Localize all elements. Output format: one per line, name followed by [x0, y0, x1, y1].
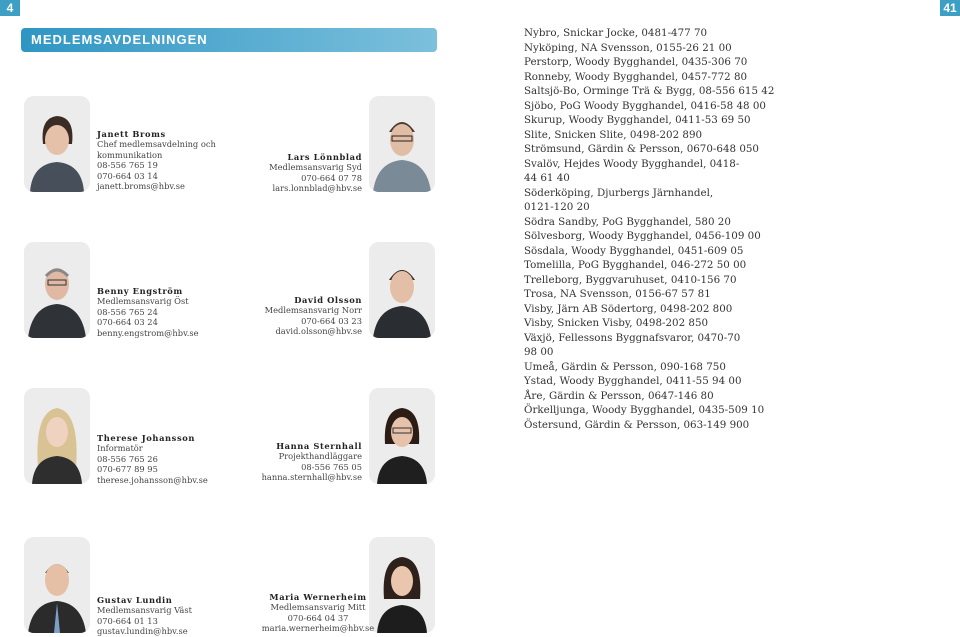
contact-title: Projekthandläggare	[278, 451, 362, 462]
contact-phone: 08-556 765 05	[301, 461, 362, 472]
contact-email-link[interactable]: gustav.lundin@hbv.se	[97, 626, 188, 637]
contact-title: Medlemsansvarig Norr	[264, 305, 362, 316]
dealer-list-item: Perstorp, Woody Bygghandel, 0435-306 70	[524, 56, 748, 68]
dealer-list-item: Visby, Snicken Visby, 0498-202 850	[524, 317, 709, 329]
dealer-list-item: 44 61 40	[524, 172, 570, 184]
contact-mobile: 070-677 89 95	[97, 464, 158, 475]
contact-name: David Olsson	[294, 295, 362, 305]
portrait-photo-benny-engstrom	[24, 242, 90, 338]
contact-card-maria-wernerheim	[256, 592, 380, 634]
dealer-list-item: Södra Sandby, PoG Bygghandel, 580 20	[524, 215, 731, 228]
contact-card-lars-lonnblad	[269, 152, 362, 194]
contact-phone: 08-556 765 19	[97, 160, 158, 171]
portrait-photo-janett-broms	[24, 96, 90, 192]
contact-email-link[interactable]: janett.broms@hbv.se	[97, 181, 185, 192]
contact-email-link[interactable]: lars.lonnblad@hbv.se	[272, 183, 362, 194]
portrait-photo-lars-lonnblad	[369, 96, 435, 192]
contact-email-link[interactable]: therese.johansson@hbv.se	[97, 474, 208, 485]
contact-email-link[interactable]: maria.wernerheim@hbv.se	[261, 623, 375, 634]
contact-title-cont: kommunikation	[97, 149, 163, 160]
dealer-list-item: Ystad, Woody Bygghandel, 0411-55 94 00	[524, 375, 742, 387]
contact-mobile: 070-664 03 23	[301, 315, 362, 326]
contact-email-link[interactable]: david.olsson@hbv.se	[275, 326, 362, 337]
dealer-list-item: Åre, Gärdin & Persson, 0647-146 80	[524, 389, 714, 402]
dealer-list-item: Trosa, NA Svensson, 0156-67 57 81	[524, 288, 711, 300]
dealer-list-item: Sösdala, Woody Bygghandel, 0451-609 05	[524, 244, 744, 257]
contact-name: Therese Johansson	[97, 433, 195, 443]
page-number-right: 41	[940, 0, 960, 16]
dealer-list-item: Söderköping, Djurbergs Järnhandel,	[524, 186, 714, 199]
contact-title: Medlemsansvarig Syd	[269, 162, 362, 173]
dealer-list-item: Örkelljunga, Woody Bygghandel, 0435-509 10	[524, 404, 765, 416]
contact-mobile: 070-664 03 24	[97, 317, 158, 328]
dealer-list	[524, 26, 944, 432]
contact-phone: 08-556 765 24	[97, 306, 158, 317]
dealer-list-item: Nybro, Snickar Jocke, 0481-477 70	[524, 27, 708, 39]
contact-mobile: 070-664 04 37	[287, 612, 349, 623]
dealer-list-item: Slite, Snicken Slite, 0498-202 890	[524, 128, 703, 141]
dealer-list-item: Nyköping, NA Svensson, 0155-26 21 00	[524, 41, 732, 54]
dealer-list-item: Växjö, Fellessons Byggnafsvaror, 0470-70	[524, 331, 741, 344]
dealer-list-item: Sölvesborg, Woody Bygghandel, 0456-109 00	[524, 230, 761, 242]
dealer-list-item: Svalöv, Hejdes Woody Bygghandel, 0418-	[524, 157, 740, 170]
contact-name: Maria Wernerheim	[269, 592, 367, 602]
portrait-photo-therese-johansson	[24, 388, 90, 484]
contact-name: Hanna Sternhall	[276, 441, 362, 451]
dealer-list-item: Ronneby, Woody Bygghandel, 0457-772 80	[524, 70, 748, 83]
contact-name: Janett Broms	[97, 129, 166, 139]
contact-card-david-olsson	[265, 295, 362, 337]
dealer-list-item: 98 00	[524, 346, 554, 358]
contact-mobile: 070-664 03 14	[97, 170, 158, 181]
contact-card-hanna-sternhall	[262, 441, 362, 483]
contact-email-link[interactable]: benny.engstrom@hbv.se	[97, 327, 199, 338]
section-title: MEDLEMSAVDELNINGEN	[31, 32, 208, 47]
dealer-list-item: Visby, Järn AB Södertorg, 0498-202 800	[524, 302, 733, 315]
contact-name: Benny Engström	[97, 286, 183, 296]
contact-mobile: 070-664 01 13	[97, 615, 158, 626]
dealer-list-item: Tomelilla, PoG Bygghandel, 046-272 50 00	[524, 259, 747, 271]
contact-email-link[interactable]: hanna.sternhall@hbv.se	[261, 472, 362, 483]
page-number-left: 4	[0, 0, 20, 16]
dealer-list-item: Umeå, Gärdin & Persson, 090-168 750	[524, 360, 726, 373]
contact-title: Medlemsansvarig Väst	[97, 605, 192, 616]
contact-title: Medlemsansvarig Mitt	[270, 602, 366, 613]
contact-title: Chef medlemsavdelning och	[97, 139, 216, 150]
contact-card-therese-johansson	[97, 433, 208, 485]
portrait-photo-hanna-sternhall	[369, 388, 435, 484]
dealer-list-item: Saltsjö-Bo, Orminge Trä & Bygg, 08-556 615 42	[524, 85, 775, 97]
contact-mobile: 070-664 07 78	[301, 172, 362, 183]
contact-title: Informatör	[97, 443, 143, 454]
contact-card-benny-engstrom	[97, 286, 199, 338]
dealer-list-item: 0121-120 20	[524, 201, 590, 213]
dealer-list-item: Trelleborg, Byggvaruhuset, 0410-156 70	[524, 273, 737, 286]
dealer-list-item: Skurup, Woody Bygghandel, 0411-53 69 50	[524, 114, 751, 126]
contact-name: Lars Lönnblad	[287, 152, 362, 162]
dealer-list-item: Sjöbo, PoG Woody Bygghandel, 0416-58 48 00	[524, 99, 766, 112]
contact-card-gustav-lundin	[97, 595, 192, 637]
contact-phone: 08-556 765 26	[97, 453, 158, 464]
contact-card-janett-broms	[97, 129, 216, 191]
contact-title: Medlemsansvarig Öst	[97, 296, 189, 307]
portrait-photo-david-olsson	[369, 242, 435, 338]
dealer-list-item: Östersund, Gärdin & Persson, 063-149 900	[524, 418, 750, 431]
section-header-bar	[21, 28, 437, 52]
dealer-list-item: Strömsund, Gärdin & Persson, 0670-648 050	[524, 143, 759, 155]
contact-name: Gustav Lundin	[97, 595, 173, 605]
portrait-photo-gustav-lundin	[24, 537, 90, 633]
